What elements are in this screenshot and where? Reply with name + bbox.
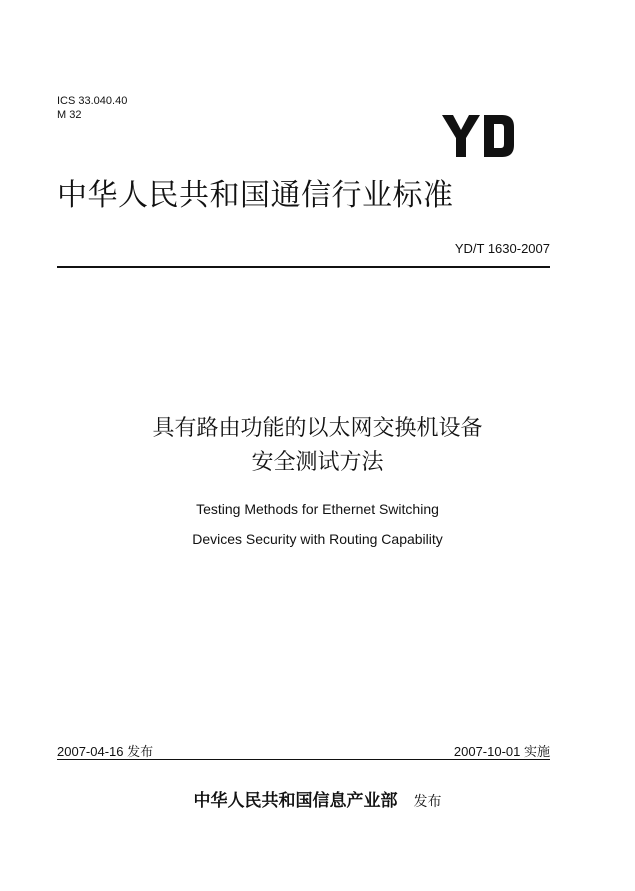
standard-title: 中华人民共和国通信行业标准 [57,178,454,213]
chinese-title-line-1: 具有路由功能的以太网交换机设备 [152,416,483,441]
effective-date: 2007-10-01 实施 [453,744,550,759]
header-divider [57,266,550,268]
standard-number: YD/T 1630-2007 [454,241,550,256]
english-title-line-1: Testing Methods for Ethernet Switching [196,501,439,517]
publish-date: 2007-04-16 发布 [57,744,154,759]
ics-code: ICS 33.040.40 [57,95,128,107]
footer-divider [57,759,550,760]
yd-logo [442,115,514,157]
english-title [40,494,595,554]
issuer-suffix: 发布 [413,794,442,810]
issuer [40,786,595,811]
english-title-line-2: Devices Security with Routing Capability [192,531,443,547]
category-code: M 32 [57,109,82,121]
chinese-title-line-2: 安全测试方法 [251,450,384,475]
yd-logo-icon [442,115,514,157]
issuer-name: 中华人民共和国信息产业部 [193,791,398,811]
chinese-title [40,412,595,480]
classification-block [57,94,127,122]
